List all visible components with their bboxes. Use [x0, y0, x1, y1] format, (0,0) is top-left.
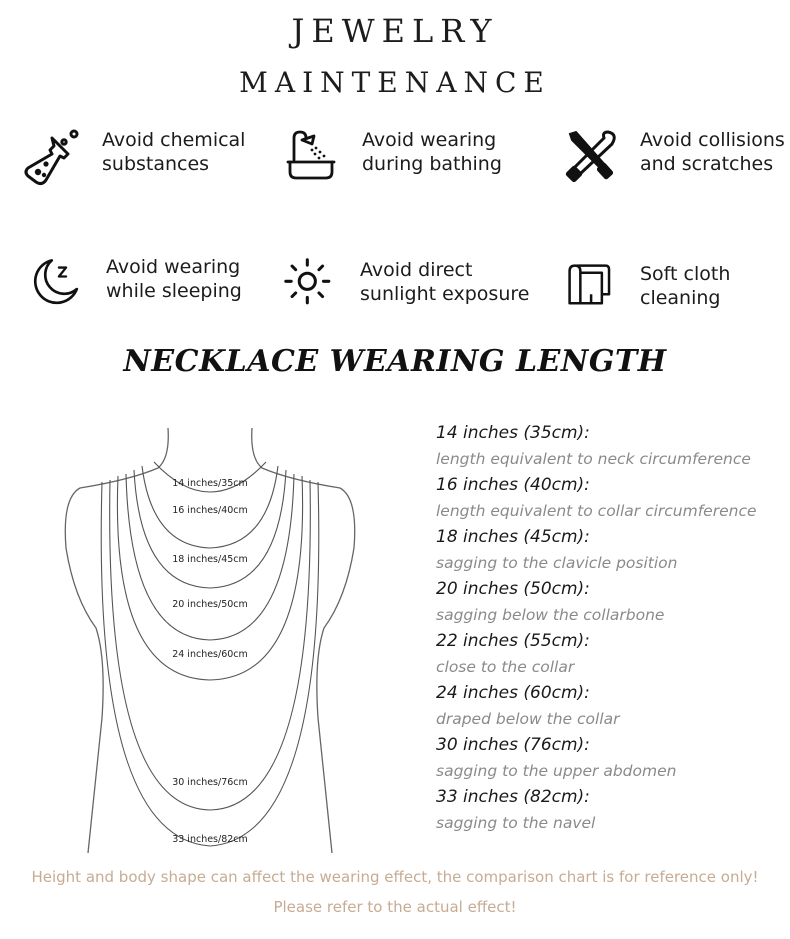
length-item: [436, 680, 786, 732]
length-desc: length equivalent to collar circumference: [436, 502, 757, 520]
care-tip-collisions: [562, 128, 785, 186]
care-tip-sleeping: [32, 255, 242, 307]
diagram-label-30: 30 inches/76cm: [172, 777, 248, 788]
length-size: 24 inches (60cm):: [436, 683, 590, 703]
moon-icon: [32, 255, 84, 307]
length-item: [436, 732, 786, 784]
necklace-length-diagram: [40, 418, 420, 858]
diagram-label-16: 16 inches/40cm: [172, 505, 248, 516]
length-size: 33 inches (82cm):: [436, 787, 590, 807]
length-size: 30 inches (76cm):: [436, 735, 590, 755]
care-tip-cloth: [566, 262, 730, 308]
tools-icon: [562, 128, 620, 186]
length-size: 22 inches (55cm):: [436, 631, 590, 651]
flask-icon: [24, 128, 82, 186]
length-item: [436, 472, 786, 524]
length-item: [436, 576, 786, 628]
cloth-icon: [566, 262, 618, 308]
diagram-label-24: 24 inches/60cm: [172, 649, 248, 660]
diagram-label-33: 33 inches/82cm: [172, 834, 248, 845]
length-desc: length equivalent to neck circumference: [436, 450, 751, 468]
care-tip-bathing: [284, 128, 502, 186]
necklace-section-title: NECKLACE WEARING LENGTH: [123, 344, 667, 379]
length-desc: sagging below the collarbone: [436, 606, 665, 624]
diagram-label-18: 18 inches/45cm: [172, 554, 248, 565]
care-tip-sunlight: [284, 258, 529, 308]
length-size: 20 inches (50cm):: [436, 579, 590, 599]
shower-bathtub-icon: [284, 128, 342, 186]
length-item: [436, 524, 786, 576]
diagram-label-20: 20 inches/50cm: [172, 599, 248, 610]
page-title-line1: JEWELRY: [291, 12, 499, 50]
length-size: 14 inches (35cm):: [436, 423, 590, 443]
care-tip-text: Avoid direct sunlight exposure: [360, 259, 530, 305]
length-item: [436, 628, 786, 680]
length-item: [436, 784, 786, 836]
care-tip-text: Avoid collisions and scratches: [640, 129, 785, 175]
length-size: 16 inches (40cm):: [436, 475, 590, 495]
length-size: 18 inches (45cm):: [436, 527, 590, 547]
length-desc: draped below the collar: [436, 710, 620, 728]
page-title-line2: MAINTENANCE: [239, 66, 551, 99]
length-descriptions: [436, 420, 786, 836]
length-desc: sagging to the navel: [436, 814, 596, 832]
reference-note: Height and body shape can affect the wearing effect, the comparison chart is for reference only!: [31, 868, 759, 886]
sun-icon: [284, 258, 336, 308]
care-tip-chemical: [24, 128, 245, 186]
body-outline: [252, 428, 355, 853]
reference-note-secondary: Please refer to the actual effect!: [273, 898, 517, 916]
care-tip-text: Avoid chemical substances: [102, 129, 246, 175]
care-tip-text: Avoid wearing while sleeping: [106, 256, 242, 302]
length-desc: close to the collar: [436, 658, 575, 676]
length-desc: sagging to the upper abdomen: [436, 762, 677, 780]
necklace-33: [101, 482, 319, 846]
length-item: [436, 420, 786, 472]
diagram-label-14: 14 inches/35cm: [172, 478, 248, 489]
body-outline: [65, 428, 168, 853]
care-tips-grid: [0, 0, 790, 308]
necklace-30: [110, 480, 311, 810]
length-desc: sagging to the clavicle position: [436, 554, 678, 572]
care-tip-text: Soft cloth cleaning: [640, 263, 731, 308]
care-tip-text: Avoid wearing during bathing: [362, 129, 502, 175]
